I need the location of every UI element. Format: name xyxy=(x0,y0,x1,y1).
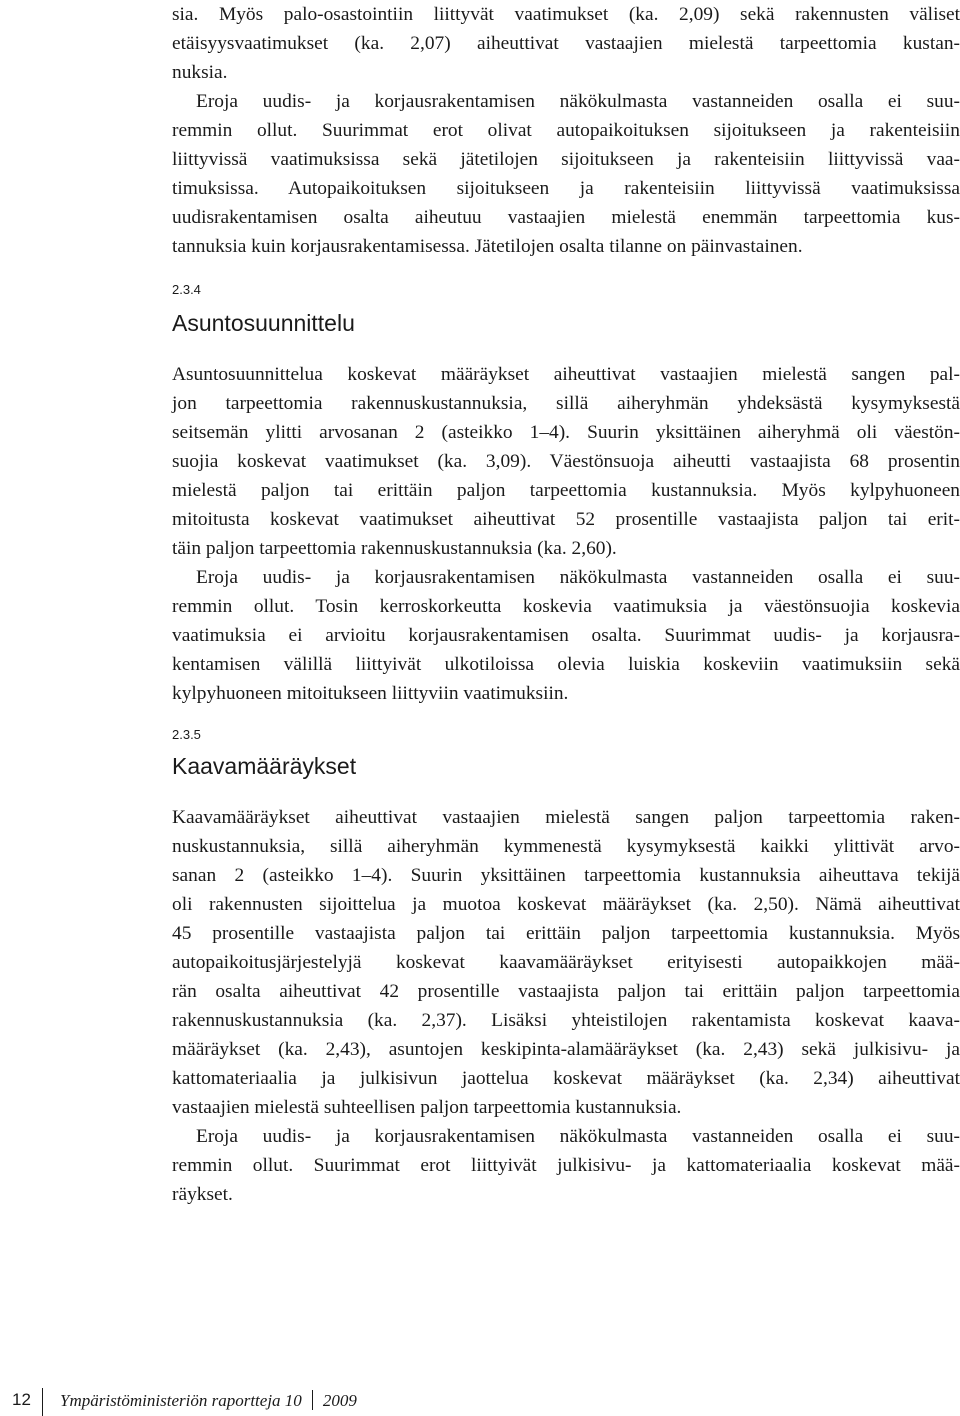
text-line: 45 prosentille vastaajista paljon tai erittäin paljon tarpeettomia kustannuksia. Myös xyxy=(172,923,960,944)
text-line: räykset. xyxy=(172,1184,233,1205)
text-line: tannuksia kuin korjausrakentamisessa. Jätetilojen osalta tilanne on päinvastainen. xyxy=(172,236,803,257)
text-line: seitsemän ylitti arvosanan 2 (asteikko 1–4). Suurin yksittäinen aiheryhmä oli väestön- xyxy=(172,422,960,443)
intro-paragraphs xyxy=(172,0,960,261)
section-body xyxy=(172,360,960,708)
footer-divider xyxy=(42,1388,43,1416)
text-line: nuskustannuksia, sillä aiheryhmän kymmenestä kysymyksestä kaikki ylittivät arvo- xyxy=(172,836,960,857)
text-line: nuksia. xyxy=(172,62,228,83)
text-line: kylpyhuoneen mitoitukseen liittyviin vaatimuksiin. xyxy=(172,683,569,704)
footer-series xyxy=(60,1390,357,1411)
text-line: remmin ollut. Suurimmat erot olivat autopaikoituksen sijoitukseen ja rakenteisiin xyxy=(172,120,960,141)
page-footer xyxy=(0,1388,420,1412)
text-line: liittyvissä vaatimuksissa sekä jätetilojen sijoitukseen ja rakenteisiin liittyvissä vaa- xyxy=(172,149,960,170)
text-line: sia. Myös palo-osastointiin liittyvät vaatimukset (ka. 2,09) sekä rakennusten väliset xyxy=(172,4,960,25)
section-number: 2.3.4 xyxy=(172,282,201,297)
text-line: rän osalta aiheuttivat 42 prosentille vastaajista paljon tai erittäin paljon tarpeettomia xyxy=(172,981,960,1002)
text-line: autopaikoitusjärjestelyjä koskevat kaavamääräykset erityisesti autopaikkojen mää- xyxy=(172,952,960,973)
series-year: 2009 xyxy=(322,1391,357,1410)
text-line: remmin ollut. Tosin kerroskorkeutta koskevia vaatimuksia ja väestönsuojia koskevia xyxy=(172,596,960,617)
text-line: Asuntosuunnittelua koskevat määräykset aiheuttivat vastaajien mielestä sangen pal- xyxy=(172,364,960,385)
text-line: remmin ollut. Suurimmat erot liittyivät julkisivu- ja kattomateriaalia koskevat mää- xyxy=(172,1155,960,1176)
text-line: suojia koskevat vaatimukset (ka. 3,09). Väestönsuoja aiheutti vastaajista 68 prosentin xyxy=(172,451,960,472)
text-line: Eroja uudis- ja korjausrakentamisen näkökulmasta vastanneiden osalla ei suu- xyxy=(196,1126,960,1147)
text-line: vaatimuksia ei arvioitu korjausrakentamisen osalta. Suurimmat uudis- ja korjausra- xyxy=(172,625,960,646)
text-line: oli rakennusten sijoittelua ja muotoa koskevat määräykset (ka. 2,50). Nämä aiheuttivat xyxy=(172,894,960,915)
footer-separator xyxy=(312,1390,313,1410)
text-line: rakennuskustannuksia (ka. 2,37). Lisäksi yhteistilojen rakentamista koskevat kaava- xyxy=(172,1010,960,1031)
text-line: Eroja uudis- ja korjausrakentamisen näkökulmasta vastanneiden osalla ei suu- xyxy=(196,567,960,588)
text-line: vastaajien mielestä suhteellisen paljon tarpeettomia kustannuksia. xyxy=(172,1097,682,1118)
section-title: Asuntosuunnittelu xyxy=(172,310,355,336)
page-number: 12 xyxy=(12,1390,31,1409)
text-line: määräykset (ka. 2,43), asuntojen keskipinta-alamääräykset (ka. 2,43) sekä julkisivu- ja xyxy=(172,1039,960,1060)
text-line: sanan 2 (asteikko 1–4). Suurin yksittäinen tarpeettomia kustannuksia aiheuttava tekijä xyxy=(172,865,960,886)
text-line: etäisyysvaatimukset (ka. 2,07) aiheuttivat vastaajien mielestä tarpeettomia kustan- xyxy=(172,33,960,54)
series-title: Ympäristöministeriön raportteja 10 xyxy=(60,1391,302,1410)
text-line: Kaavamääräykset aiheuttivat vastaajien mielestä sangen paljon tarpeettomia raken- xyxy=(172,807,960,828)
text-line: kentamisen välillä liittyivät ulkotiloissa olevia luiskia koskeviin vaatimuksiin sekä xyxy=(172,654,960,675)
section-number: 2.3.5 xyxy=(172,727,201,742)
section-body xyxy=(172,803,960,1209)
section-title: Kaavamääräykset xyxy=(172,753,357,779)
text-line: täin paljon tarpeettomia rakennuskustannuksia (ka. 2,60). xyxy=(172,538,617,559)
text-line: mitoitusta koskevat vaatimukset aiheuttivat 52 prosentille vastaajista paljon tai erit- xyxy=(172,509,960,530)
text-line: uudisrakentamisen osalta aiheutuu vastaajien mielestä enemmän tarpeettomia kus- xyxy=(172,207,960,228)
text-line: mielestä paljon tai erittäin paljon tarpeettomia kustannuksia. Myös kylpyhuoneen xyxy=(172,480,960,501)
text-line: jon tarpeettomia rakennuskustannuksia, sillä aiheryhmän yhdeksästä kysymyksestä xyxy=(172,393,960,414)
text-line: kattomateriaalia ja julkisivun jaottelua koskevat määräykset (ka. 2,34) aiheuttivat xyxy=(172,1068,960,1089)
text-line: Eroja uudis- ja korjausrakentamisen näkökulmasta vastanneiden osalla ei suu- xyxy=(196,91,960,112)
text-line: timuksissa. Autopaikoituksen sijoitukseen ja rakenteisiin liittyvissä vaatimuksissa xyxy=(172,178,960,199)
